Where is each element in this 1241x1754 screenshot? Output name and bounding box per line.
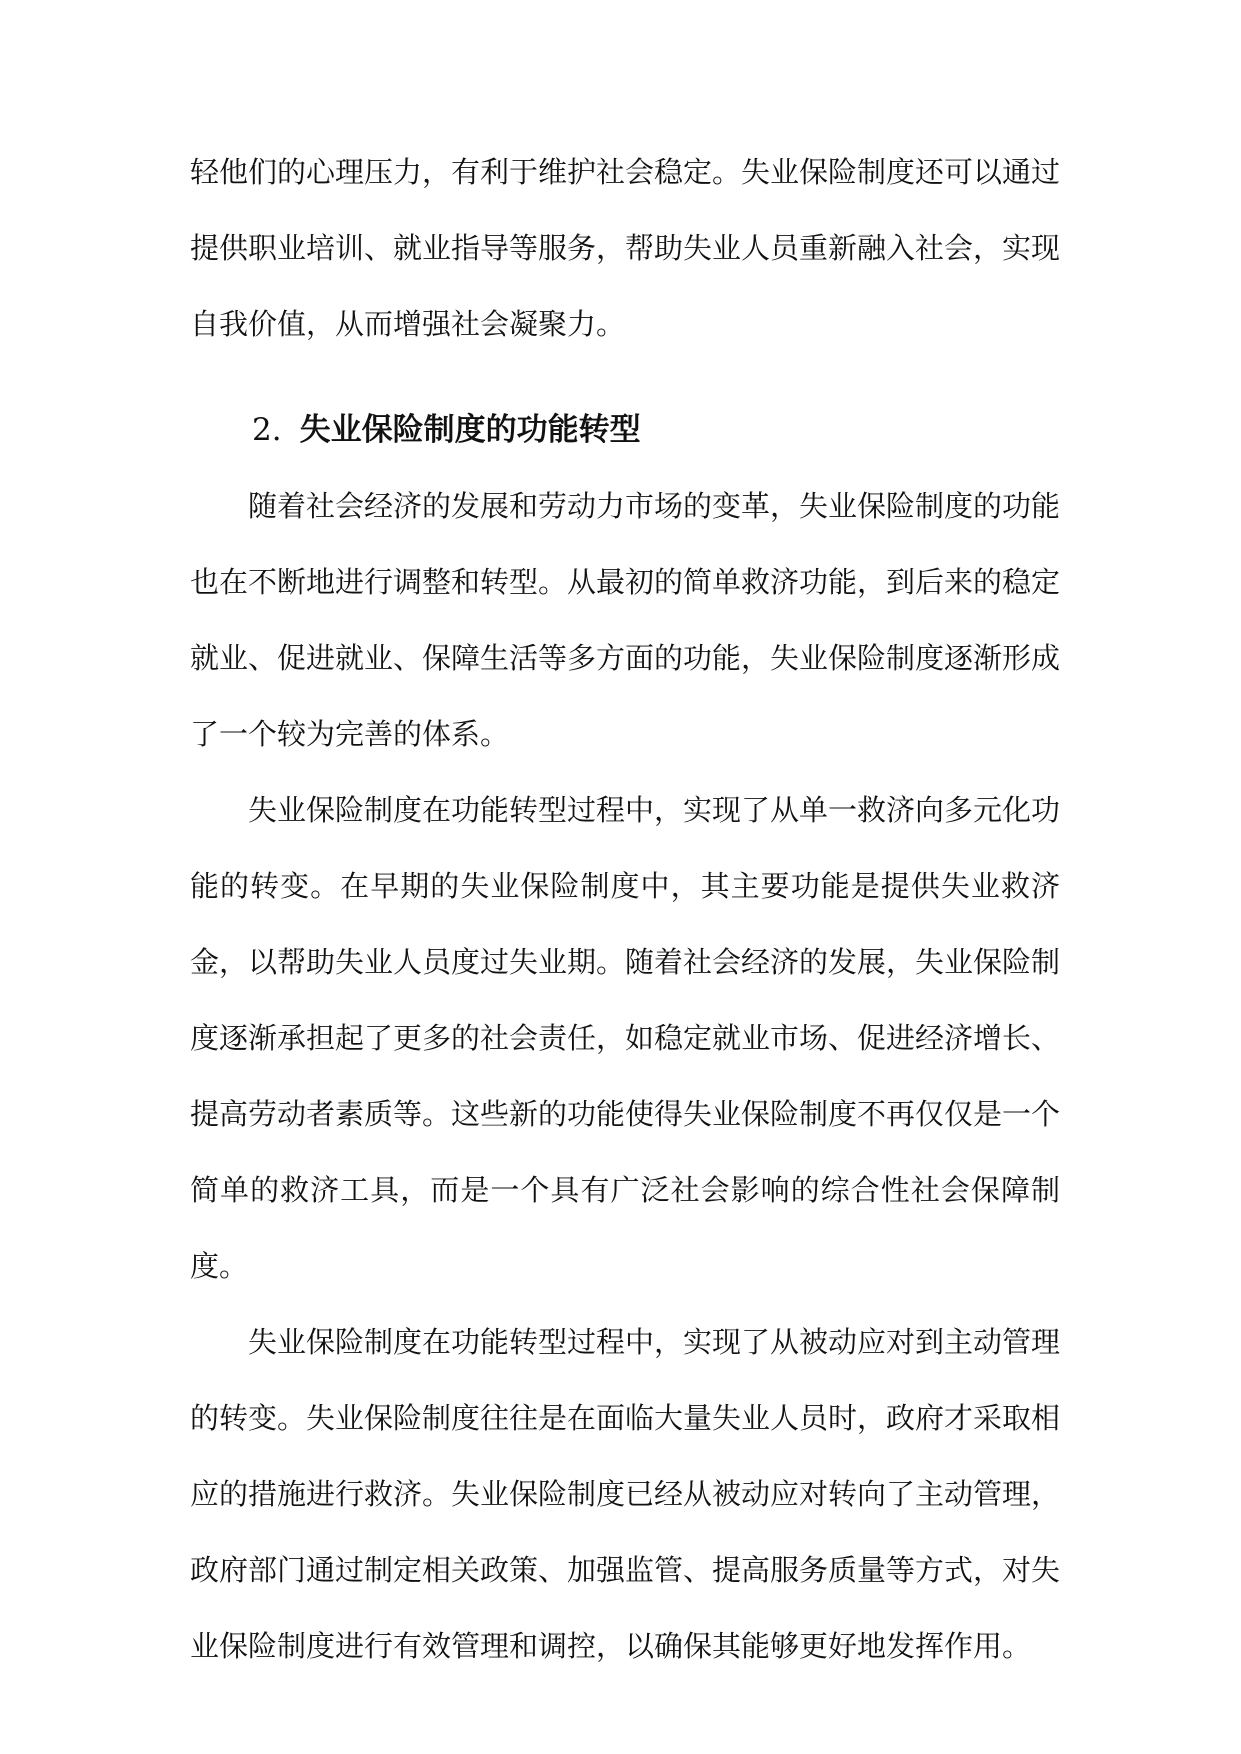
paragraph-continuation: 轻他们的心理压力，有利于维护社会稳定。失业保险制度还可以通过提供职业培训、就业指导等服务，帮助失业人员重新融入社会，实现自我价值，从而增强社会凝聚力。	[190, 155, 1061, 341]
section-heading	[252, 392, 641, 468]
paragraph-1: 随着社会经济的发展和劳动力市场的变革，失业保险制度的功能也在不断地进行调整和转型。从最初的简单救济功能，到后来的稳定就业、促进就业、保障生活等多方面的功能，失业保险制度逐渐形成了一个较为完善的体系。	[190, 489, 1061, 751]
section-title: 失业保险制度的功能转型	[299, 412, 641, 448]
text-block-top	[190, 134, 1060, 362]
section-number: 2.	[252, 412, 282, 448]
paragraph-2: 失业保险制度在功能转型过程中，实现了从单一救济向多元化功能的转变。在早期的失业保险制度中，其主要功能是提供失业救济金，以帮助失业人员度过失业期。随着社会经济的发展，失业保险制度逐渐承担起了更多的社会责任，如稳定就业市场、促进经济增长、提高劳动者素质等。这些新的功能使得失业保险制度不再仅仅是一个简单的救济工具，而是一个具有广泛社会影响的综合性社会保障制度。	[190, 793, 1061, 1283]
text-block-body	[190, 468, 1060, 1684]
paragraph-3: 失业保险制度在功能转型过程中，实现了从被动应对到主动管理的转变。失业保险制度往往是在面临大量失业人员时，政府才采取相应的措施进行救济。失业保险制度已经从被动应对转向了主动管理，政府部门通过制定相关政策、加强监管、提高服务质量等方式，对失业保险制度进行有效管理和调控，以确保其能够更好地发挥作用。	[190, 1325, 1061, 1663]
